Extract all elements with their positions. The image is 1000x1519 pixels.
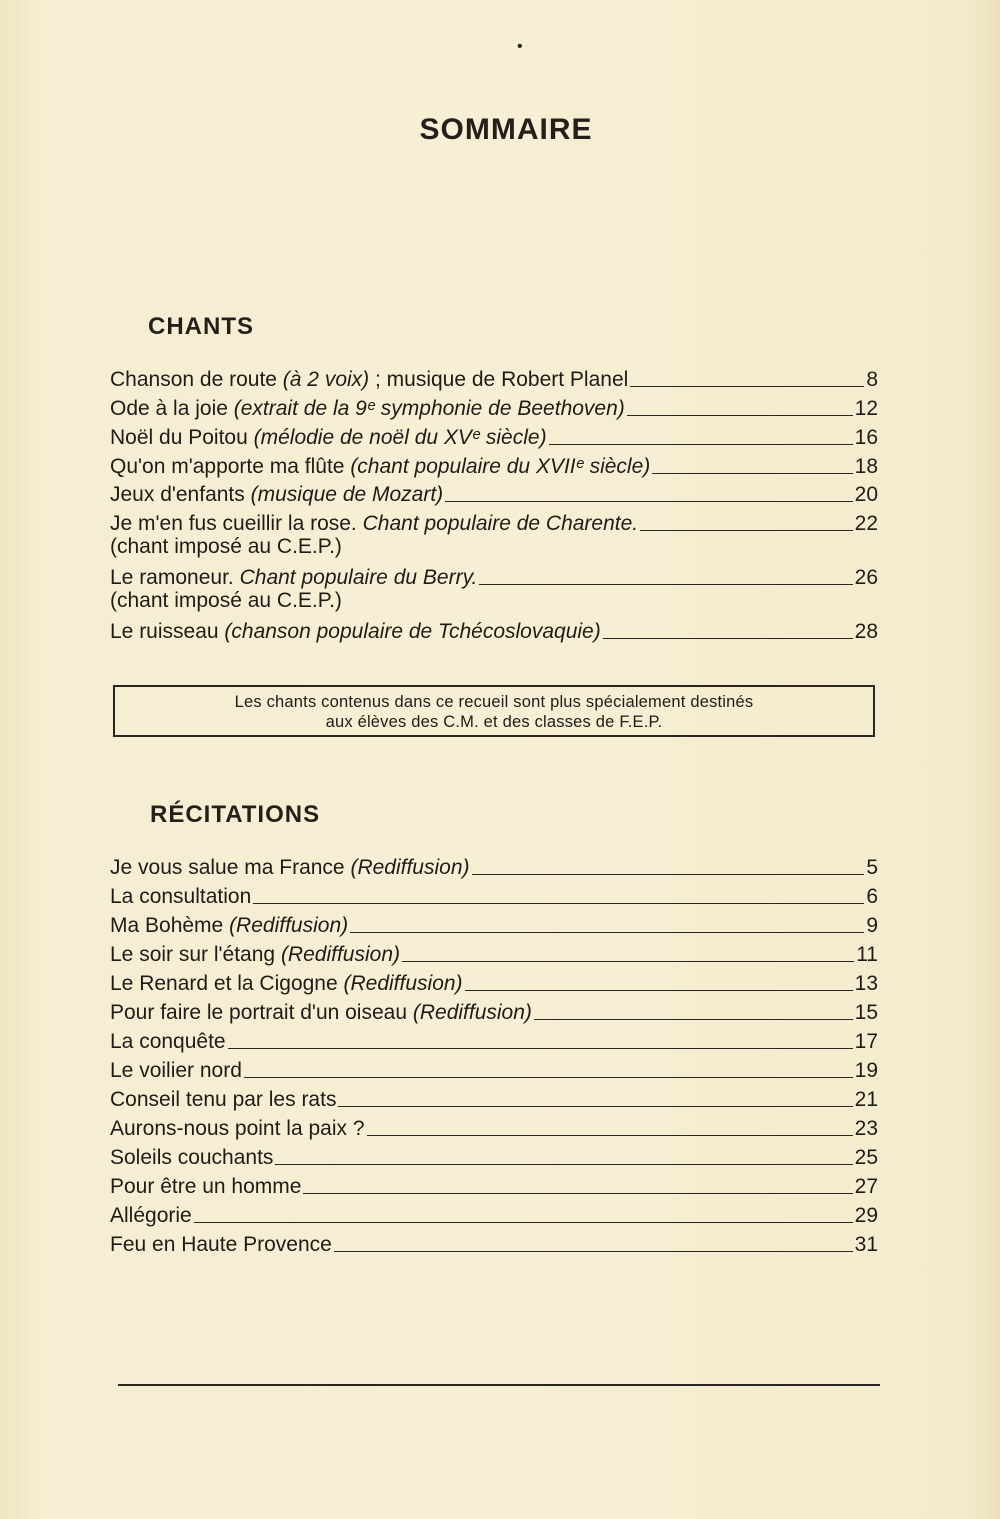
toc-entry-recitation[interactable]: [110, 1171, 878, 1199]
page-number: 19: [854, 1059, 878, 1082]
entry-title: Ode à la joie (extrait de la 9ᵉ symphonie de Beethoven): [110, 397, 625, 420]
page-number: 16: [854, 426, 878, 449]
entry-title: Pour faire le portrait d'un oiseau (Rediffusion): [110, 1001, 532, 1024]
section-title-chants: CHANTS: [148, 313, 254, 340]
page-number: 6: [866, 885, 878, 908]
toc-entry-chant[interactable]: [110, 562, 878, 590]
entry-title: Jeux d'enfants (musique de Mozart): [110, 483, 444, 506]
top-mark: •: [517, 38, 523, 55]
entry-title: Le soir sur l'étang (Rediffusion): [110, 943, 400, 966]
page-number: 5: [866, 856, 878, 879]
page-number: 28: [854, 620, 878, 643]
page-number: 18: [854, 455, 878, 478]
entry-title: Noël du Poitou (mélodie de noël du XVᵉ siècle): [110, 426, 547, 449]
dot-leader: [603, 638, 853, 639]
toc-entry-recitation[interactable]: [110, 1113, 878, 1141]
section-title-recitations: RÉCITATIONS: [150, 801, 321, 828]
entry-title: Qu'on m'apporte ma flûte (chant populaire du XVIIᵉ siècle): [110, 455, 651, 478]
page-number: 23: [854, 1117, 878, 1140]
toc-entry-chant[interactable]: [110, 616, 878, 644]
dot-leader: [244, 1077, 853, 1078]
page-number: 20: [854, 483, 878, 506]
dot-leader: [445, 501, 852, 502]
page-number: 12: [854, 397, 878, 420]
entry-title: Ma Bohème (Rediffusion): [110, 914, 349, 937]
page-number: 29: [854, 1204, 878, 1227]
notice-line: Les chants contenus dans ce recueil sont plus spécialement destinés: [234, 693, 754, 711]
imposed-note: (chant imposé au C.E.P.): [110, 535, 342, 558]
page-number: 17: [854, 1030, 878, 1053]
entry-title: Chanson de route (à 2 voix) ; musique de Robert Planel: [110, 368, 629, 391]
entry-title: Pour être un homme: [110, 1175, 302, 1198]
entry-title: Conseil tenu par les rats: [110, 1088, 337, 1111]
page-number: 9: [866, 914, 878, 937]
entry-title: Le Renard et la Cigogne (Rediffusion): [110, 972, 463, 995]
page-number: 31: [854, 1233, 878, 1256]
toc-entry-chant[interactable]: [110, 508, 878, 536]
dot-leader: [338, 1106, 852, 1107]
dot-leader: [367, 1135, 853, 1136]
imposed-note: (chant imposé au C.E.P.): [110, 589, 342, 612]
dot-leader: [640, 530, 853, 531]
page-number: 22: [854, 512, 878, 535]
entry-title: La consultation: [110, 885, 252, 908]
page-number: 21: [854, 1088, 878, 1111]
dot-leader: [350, 932, 864, 933]
page-number: 27: [854, 1175, 878, 1198]
entry-title: Le ruisseau (chanson populaire de Tchécoslovaquie): [110, 620, 601, 643]
page-number: 15: [854, 1001, 878, 1024]
entry-title: La conquête: [110, 1030, 226, 1053]
entry-title: Je m'en fus cueillir la rose. Chant populaire de Charente.: [110, 512, 639, 535]
dot-leader: [275, 1164, 852, 1165]
notice-box: [113, 685, 875, 737]
toc-entry-chant[interactable]: [110, 451, 878, 479]
toc-entry-recitation[interactable]: [110, 968, 878, 996]
entry-title: Aurons-nous point la paix ?: [110, 1117, 365, 1140]
dot-leader: [253, 903, 864, 904]
toc-entry-recitation[interactable]: [110, 997, 878, 1025]
entry-title: Le ramoneur. Chant populaire du Berry.: [110, 566, 478, 589]
dot-leader: [549, 444, 853, 445]
dot-leader: [465, 990, 853, 991]
page-number: 25: [854, 1146, 878, 1169]
toc-entry-recitation[interactable]: [110, 1200, 878, 1228]
entry-title: Je vous salue ma France (Rediffusion): [110, 856, 470, 879]
toc-entry-recitation[interactable]: [110, 939, 878, 967]
entry-title: Allégorie: [110, 1204, 192, 1227]
dot-leader: [402, 961, 854, 962]
dot-leader: [472, 874, 865, 875]
toc-entry-recitation[interactable]: [110, 1084, 878, 1112]
dot-leader: [534, 1019, 853, 1020]
dot-leader: [334, 1251, 853, 1252]
dot-leader: [228, 1048, 853, 1049]
entry-title: Soleils couchants: [110, 1146, 274, 1169]
toc-entry-recitation[interactable]: [110, 852, 878, 880]
dot-leader: [479, 584, 852, 585]
toc-entry-chant[interactable]: [110, 479, 878, 507]
toc-entry-recitation[interactable]: [110, 1142, 878, 1170]
toc-entry-chant[interactable]: [110, 393, 878, 421]
dot-leader: [630, 386, 864, 387]
page-number: 11: [856, 943, 878, 966]
entry-title: Feu en Haute Provence: [110, 1233, 332, 1256]
toc-entry-chant[interactable]: [110, 422, 878, 450]
notice-line: aux élèves des C.M. et des classes de F.E.P.: [325, 713, 663, 731]
toc-entry-chant[interactable]: [110, 364, 878, 392]
toc-entry-recitation[interactable]: [110, 910, 878, 938]
toc-entry-recitation[interactable]: [110, 1055, 878, 1083]
dot-leader: [194, 1222, 853, 1223]
page-number: 26: [854, 566, 878, 589]
dot-leader: [652, 473, 852, 474]
page-title: SOMMAIRE: [419, 113, 593, 146]
page-number: 13: [854, 972, 878, 995]
toc-entry-recitation[interactable]: [110, 881, 878, 909]
dot-leader: [303, 1193, 852, 1194]
toc-entry-recitation[interactable]: [110, 1026, 878, 1054]
entry-title: Le voilier nord: [110, 1059, 242, 1082]
bottom-rule: [118, 1384, 880, 1386]
page-number: 8: [866, 368, 878, 391]
toc-entry-recitation[interactable]: [110, 1229, 878, 1257]
dot-leader: [627, 415, 853, 416]
